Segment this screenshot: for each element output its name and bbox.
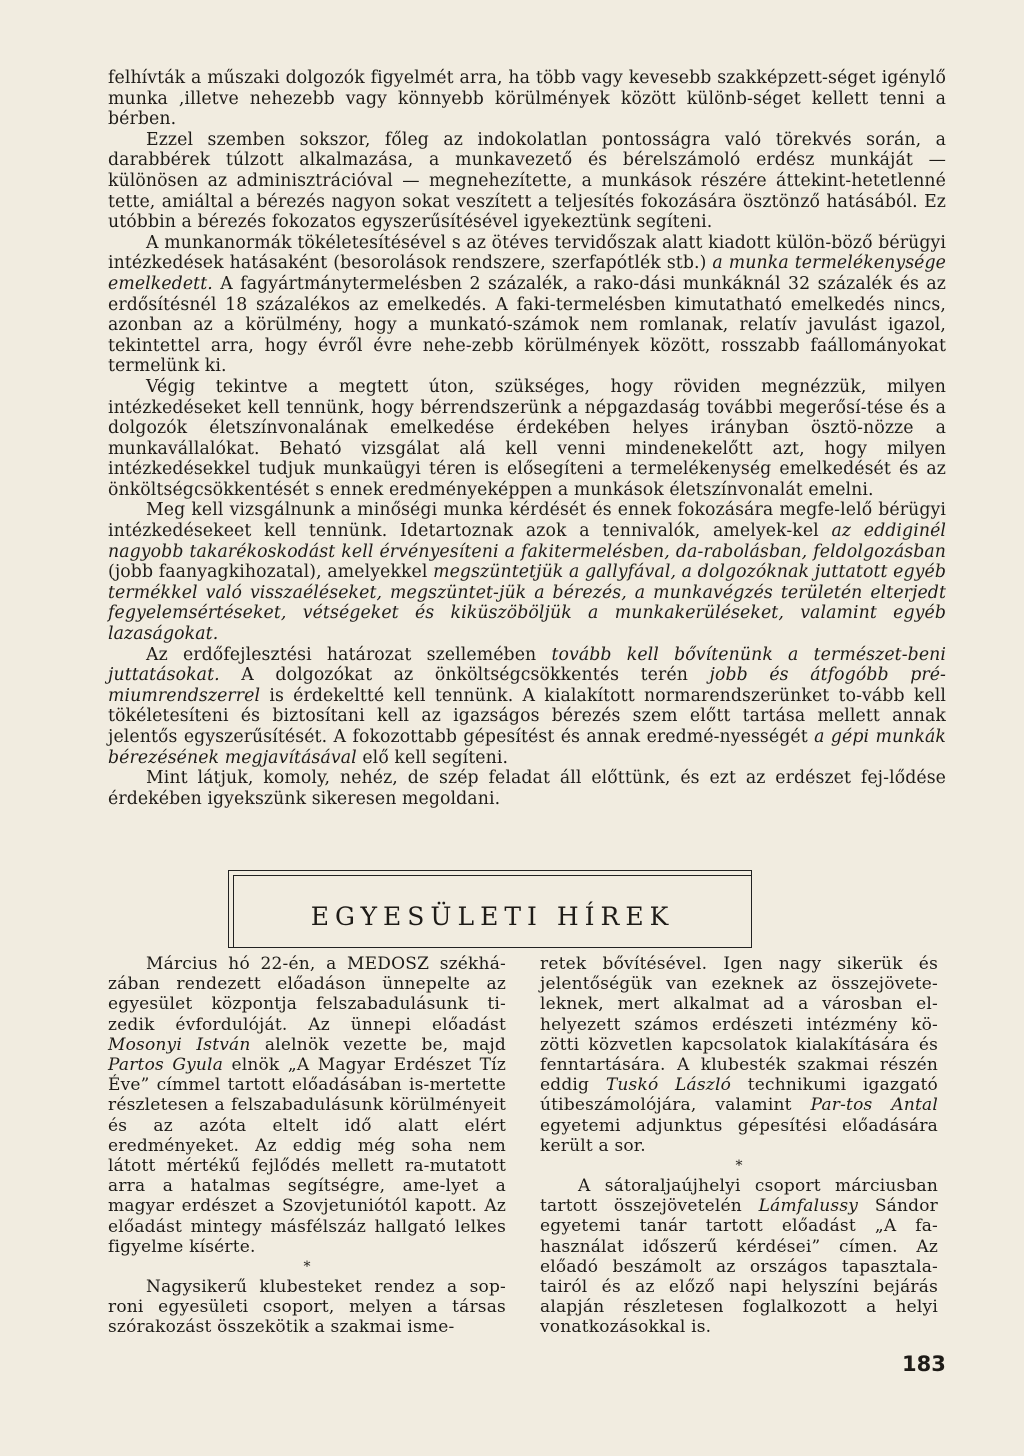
person-name: Lámfalussy [758, 1196, 859, 1217]
person-name: Mosonyi István [108, 1034, 251, 1055]
paragraph-text: (jobb faanyagkihozatal), amelyekkel [108, 562, 428, 583]
news-text: Sándor egyetemi tanár tartott előadást „A fa-használat időszerű kérdései” címen. Az előadó beszámolt az országos tapasztala-tairól és az előző napi helyszíni bejárás alapján részletesen foglalkozott a helyi vonatkozásokkal is. [540, 1196, 938, 1338]
section-title: EGYESÜLETI HÍREK [310, 902, 675, 931]
paragraph-text: Mint látjuk, komoly, nehéz, de szép feladat áll előttünk, és ezt az erdészet fej-lődése érdekében igyekszünk sikeresen megoldani. [108, 768, 946, 809]
banner-frame [233, 875, 751, 947]
article-body [108, 68, 946, 809]
paragraph-text: Végig tekintve a megtett úton, szükséges, hogy röviden megnézzük, milyen intézkedéseket kell tennünk, hogy bérrendszerünk a népgazdaság további megerősí-tése és a dolgozók életszínvonalának emelkedése érdekében helyes irányban ösztö-nözze a munkavállalókat. Beható vizsgálat alá kell venni mindenekelőtt azt, hogy milyen intézkedésekkel tudjuk munkaügyi téren is elősegíteni a termelékenység emelkedését és az önköltségcsökkentését s ennek eredményeképpen a munkások életszínvonalát emelni. [108, 376, 946, 500]
news-text: retek bővítésével. Igen nagy sikerük és jelentőségük van ezeknek az összejövete-leknek, mert alkalmat ad a városban el-helyezett számos erdészeti intézmény kö-zötti közvetlen kapcsolatok kialakítására és fenntartására. A klubesték szakmai részén eddig [540, 954, 938, 1096]
paragraph [108, 377, 946, 501]
emphasis-text: tovább kell bővítenünk a természet-beni juttatásokat. [108, 644, 947, 686]
paragraph-text: Meg kell vizsgálnunk a minőségi munka kérdését és ennek fokozására megfe-lelő bérügyi intézkedésekeet kell tennünk. Idetartoznak azok a tennivalók, amelyek-kel [108, 500, 946, 542]
news-text: Március hó 22-én, a MEDOSZ székhá-zában rendezett előadáson ünnepelte az egyesület központja felszabadulásunk ti-zedik évfordulóját. Az ünnepi előadást [108, 954, 506, 1035]
paragraph-text: Ezzel szemben sokszor, főleg az indokolatlan pontosságra való törekvés során, a darabbérek túlzott alkalmazása, a munkavezető és bérelszámoló erdész munkáját — különösen az adminisztrációval — megnehezítette, a munkások részére áttekint-hetetlenné tette, amiáltal a bérezés nagyon sokat veszített a teljesítés fokozására ösztönző hatásából. Ez utóbbin a bérezés fokozatos egyszerűsítésével igyekeztünk segíteni. [108, 129, 946, 233]
paragraph-text: felhívták a műszaki dolgozók figyelmét arra, ha több vagy kevesebb szakképzett-séget igénylő munka ,illetve nehezebb vagy könnyebb körülmények között különb-séget kellett tenni a bérben. [108, 68, 946, 130]
news-column-right [540, 954, 938, 1338]
news-text: technikumi igazgató útibeszámolójára, valamint [540, 1075, 938, 1116]
news-item [108, 954, 506, 1257]
separator-star: * [303, 1259, 311, 1276]
emphasis-text: az eddiginél nagyobb takarékoskodást kell érvényesíteni a fakitermelésben, da-rabolásban, feldolgozásban [108, 521, 947, 562]
news-text: egyetemi adjunktus gépesítési előadására került a sor. [540, 1115, 938, 1156]
paragraph [108, 645, 946, 769]
person-name: Partos Gyula [108, 1055, 224, 1076]
paragraph [108, 233, 946, 377]
separator-star: * [735, 1158, 743, 1175]
paragraph-text: elő kell segíteni. [362, 747, 509, 768]
paragraph [108, 130, 946, 233]
person-name: Tuskó László [605, 1075, 732, 1096]
news-text: elnök „A Magyar Erdészet Tíz Éve” címmel tartott előadásában is-mertette részletesen a felszabadulásunk körülményeit és az azóta eltelt idő alatt elért eredményeket. Az eddig még soha nem látott mértékű fejlődés mellett ra-mutatott arra a hatalmas segítségre, ame-lyet a magyar erdészet a Szovjetuniótól kapott. Az előadást mintegy másfélszáz hallgató lelkes figyelme kísérte. [108, 1055, 506, 1257]
news-column-left [108, 954, 506, 1338]
news-text: Nagysikerű klubesteket rendez a sop-roni egyesületi csoport, melyen a társas szórakozást összekötik a szakmai isme- [108, 1277, 506, 1338]
paragraph-text: A dolgozókat az önköltségcsökkentés terén [241, 665, 688, 686]
page-number: 183 [902, 1352, 946, 1376]
paragraph-text: A fagyártmánytermelésben 2 százalék, a rako-dási munkáknál 32 százalék és az erdősítésnél 18 százalékos az emelkedés. A faki-termelésben kimutatható emelkedés nincs, azonban az a körülmény, hogy a munkató-számok nem romlanak, relatív javulást igazol, tekintettel arra, hogy évről évre nehe-zebb körülmények között, rosszabb faállományokat termelünk ki. [108, 273, 946, 377]
section-banner [228, 870, 752, 948]
emphasis-text: a gépi munkák bérezésének megjavításával [108, 727, 946, 768]
paragraph [108, 500, 946, 644]
paragraph-text: A munkanormák tökéletesítésével s az ötéves tervidőszak alatt kiadott külön-böző bérügyi intézkedések hatásaként (besorolások rendszere, szerfapótlék stb.) [108, 232, 946, 274]
emphasis-text: jobb és átfogóbb pré-miumrendszerrel [108, 665, 946, 706]
news-item [540, 1176, 938, 1338]
person-name: Par-tos Antal [810, 1095, 939, 1116]
paragraph [108, 768, 946, 809]
emphasis-text: megszüntetjük a gallyfával, a dolgozóknak juttatott egyéb termékkel való visszaéléseket, megszüntet-jük a bérezés, a munkavégzés területén elterjedt fegyelemsértéseket, vétségeket és kiküszöböljük a munkakerüléseket, valamint egyéb lazaságokat. [108, 562, 946, 645]
news-text: A sátoraljaújhelyi csoport márciusban tartott összejövetelén [540, 1176, 938, 1217]
news-item [108, 1277, 506, 1338]
paragraph [108, 68, 946, 130]
emphasis-text: a munka termelékenysége emelkedett. [108, 253, 946, 294]
paragraph-text: is érdekeltté kell tennünk. A kialakított normarendszerünket to-vább kell tökéletesíteni és biztosítani kell az igazságos bérezés szem előtt tartása mellett annak jelentős egyszerűsítését. A fokozottabb gépesítést és annak eredmé-nyességét [108, 685, 946, 747]
news-text: alelnök vezette be, majd [264, 1034, 506, 1055]
paragraph-text: Az erdőfejlesztési határozat szellemében [146, 644, 537, 665]
news-item [540, 954, 938, 1156]
